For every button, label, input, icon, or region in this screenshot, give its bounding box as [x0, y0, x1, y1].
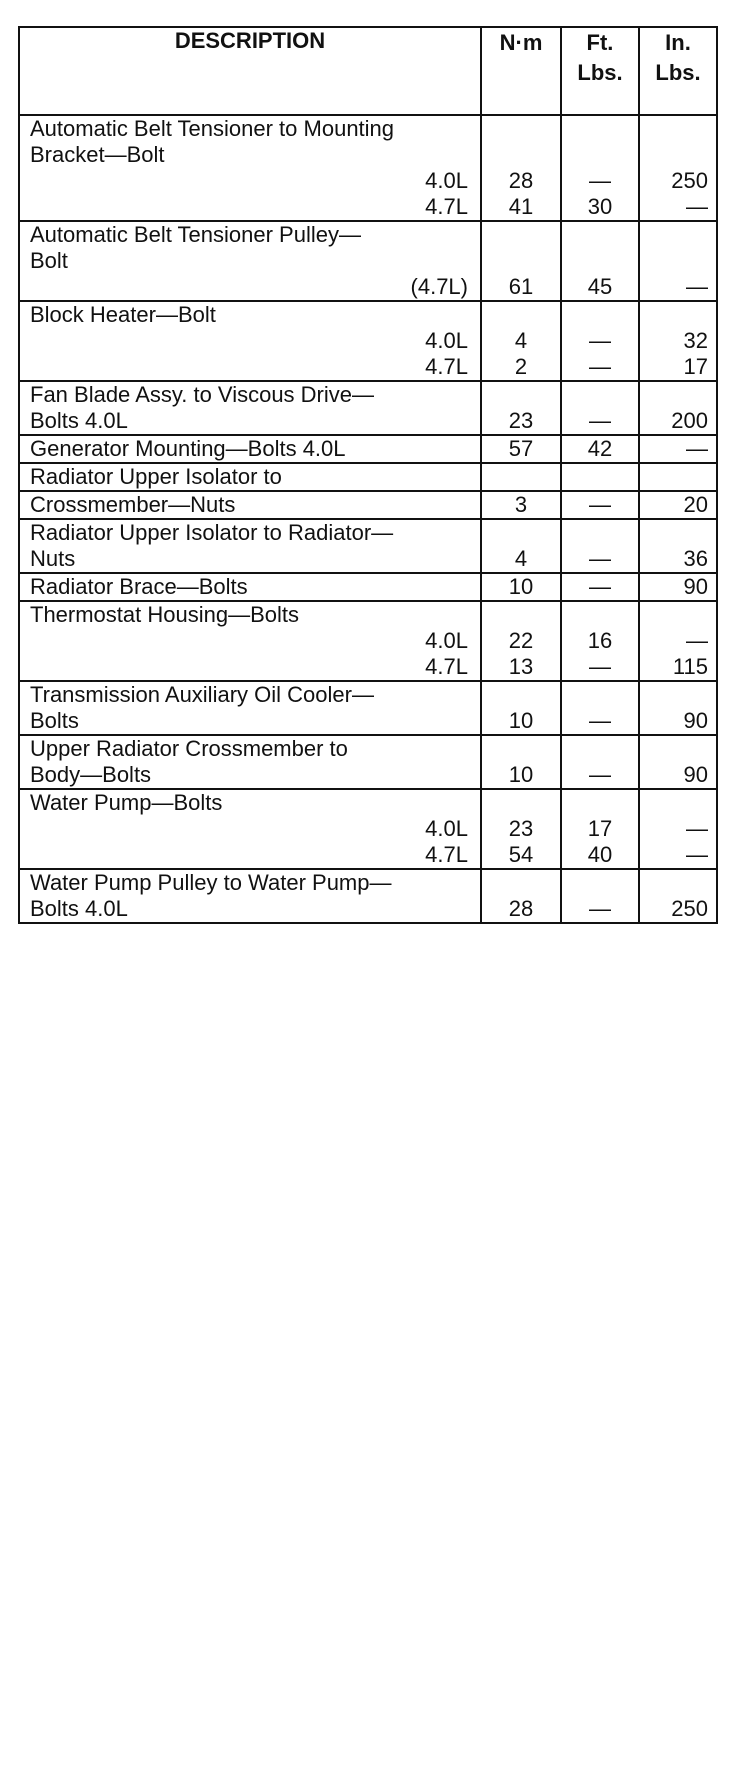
table-row: [19, 601, 717, 628]
table-row: [19, 654, 717, 681]
table-row: [19, 762, 717, 789]
engine-variant: 4.0L: [425, 328, 468, 353]
component-description: Radiator Upper Isolator to Radiator—: [19, 519, 481, 546]
header-description: DESCRIPTION: [19, 27, 481, 115]
torque-nm: 10: [481, 762, 561, 789]
torque-ft-lbs: —: [561, 546, 639, 573]
torque-ft-lbs: [561, 115, 639, 142]
component-description: Block Heater—Bolt: [19, 301, 481, 328]
torque-ft-lbs: 30: [561, 194, 639, 221]
table-row: [19, 628, 717, 654]
torque-nm: 22: [481, 628, 561, 654]
header-ft-line1: Ft.: [586, 30, 614, 55]
table-row: [19, 681, 717, 708]
table-row: [19, 168, 717, 194]
component-description: Automatic Belt Tensioner Pulley—: [19, 221, 481, 248]
torque-nm: 57: [481, 435, 561, 463]
torque-in-lbs: —: [639, 194, 717, 221]
torque-ft-lbs: [561, 381, 639, 408]
table-row: [19, 519, 717, 546]
torque-ft-lbs: —: [561, 654, 639, 681]
torque-in-lbs: 250: [639, 168, 717, 194]
torque-ft-lbs: [561, 735, 639, 762]
torque-in-lbs: 20: [639, 491, 717, 519]
table-row: [19, 274, 717, 301]
component-description: Bolts 4.0L: [30, 408, 128, 433]
engine-variant: 4.7L: [425, 354, 468, 379]
table-row: [19, 789, 717, 816]
torque-ft-lbs: —: [561, 354, 639, 381]
torque-in-lbs: 250: [639, 896, 717, 923]
component-description: Radiator Brace—Bolts: [19, 573, 481, 601]
torque-ft-lbs: [561, 601, 639, 628]
torque-nm: 23: [481, 816, 561, 842]
torque-nm: [481, 735, 561, 762]
torque-ft-lbs: 16: [561, 628, 639, 654]
header-nm-label: N·m: [499, 30, 543, 55]
torque-in-lbs: [639, 869, 717, 896]
component-description: Automatic Belt Tensioner to Mounting: [30, 116, 395, 141]
header-in-lbs: [639, 27, 717, 115]
table-row: [19, 546, 717, 573]
torque-in-lbs: 17: [639, 354, 717, 381]
table-row: [19, 842, 717, 869]
component-description: Fan Blade Assy. to Viscous Drive—: [19, 381, 481, 408]
torque-in-lbs: [639, 301, 717, 328]
engine-variant: 4.7L: [425, 654, 468, 679]
component-description: Transmission Auxiliary Oil Cooler—: [19, 681, 481, 708]
torque-ft-lbs: —: [561, 328, 639, 354]
torque-nm: [481, 869, 561, 896]
torque-in-lbs: 200: [639, 408, 717, 435]
table-row: [19, 869, 717, 896]
torque-nm: [481, 301, 561, 328]
table-row: [19, 194, 717, 221]
torque-nm: 2: [481, 354, 561, 381]
table-row: [19, 248, 717, 274]
engine-variant: 4.7L: [425, 194, 468, 219]
torque-in-lbs: 36: [639, 546, 717, 573]
torque-ft-lbs: 45: [561, 274, 639, 301]
engine-variant: 4.7L: [425, 842, 468, 867]
torque-nm: [481, 681, 561, 708]
torque-in-lbs: [639, 681, 717, 708]
torque-ft-lbs: —: [561, 491, 639, 519]
torque-nm: [481, 519, 561, 546]
torque-ft-lbs: —: [561, 573, 639, 601]
table-row: [19, 381, 717, 408]
torque-in-lbs: [639, 519, 717, 546]
header-ft-lbs: [561, 27, 639, 115]
torque-nm: 28: [481, 896, 561, 923]
torque-in-lbs: 90: [639, 762, 717, 789]
torque-ft-lbs: 17: [561, 816, 639, 842]
component-description: Thermostat Housing—Bolts: [19, 601, 481, 628]
component-description: Nuts: [30, 546, 76, 571]
table-row: [19, 435, 717, 463]
torque-in-lbs: —: [639, 435, 717, 463]
table-row: [19, 573, 717, 601]
header-in-line2: Lbs.: [655, 60, 701, 85]
table-row: [19, 301, 717, 328]
torque-nm: 3: [481, 491, 561, 519]
component-description: Water Pump—Bolts: [19, 789, 481, 816]
torque-nm: [481, 221, 561, 248]
torque-ft-lbs: —: [561, 762, 639, 789]
torque-in-lbs: 90: [639, 573, 717, 601]
torque-nm: 41: [481, 194, 561, 221]
torque-ft-lbs: [561, 142, 639, 168]
torque-nm: [481, 789, 561, 816]
torque-ft-lbs: [561, 221, 639, 248]
torque-in-lbs: [639, 735, 717, 762]
torque-ft-lbs: [561, 248, 639, 274]
torque-ft-lbs: [561, 301, 639, 328]
component-description: Bolts: [30, 708, 79, 733]
table-header: [19, 27, 717, 115]
component-description: Upper Radiator Crossmember to: [19, 735, 481, 762]
header-nm: [481, 27, 561, 115]
torque-nm: [481, 142, 561, 168]
torque-ft-lbs: 40: [561, 842, 639, 869]
table-row: [19, 328, 717, 354]
torque-nm: 23: [481, 408, 561, 435]
component-description: Generator Mounting—Bolts 4.0L: [19, 435, 481, 463]
component-description: Crossmember—Nuts: [19, 491, 481, 519]
torque-ft-lbs: [561, 519, 639, 546]
table-row: [19, 221, 717, 248]
component-description: Radiator Upper Isolator to: [19, 463, 481, 491]
component-description: Bolt: [30, 248, 68, 273]
torque-in-lbs: [639, 789, 717, 816]
engine-variant: 4.0L: [425, 168, 468, 193]
torque-in-lbs: —: [639, 816, 717, 842]
component-description: Bracket—Bolt: [30, 142, 165, 167]
torque-nm: [481, 463, 561, 491]
torque-ft-lbs: [561, 681, 639, 708]
table-row: [19, 491, 717, 519]
torque-nm: 61: [481, 274, 561, 301]
torque-in-lbs: [639, 115, 717, 142]
torque-ft-lbs: —: [561, 896, 639, 923]
table-row: [19, 463, 717, 491]
torque-ft-lbs: [561, 789, 639, 816]
torque-nm: [481, 248, 561, 274]
torque-ft-lbs: —: [561, 408, 639, 435]
torque-in-lbs: —: [639, 842, 717, 869]
torque-ft-lbs: [561, 869, 639, 896]
torque-nm: 4: [481, 328, 561, 354]
table-row: [19, 115, 717, 142]
torque-ft-lbs: 42: [561, 435, 639, 463]
component-description: Bolts 4.0L: [30, 896, 128, 921]
torque-in-lbs: [639, 248, 717, 274]
torque-in-lbs: 90: [639, 708, 717, 735]
table-body: [19, 115, 717, 923]
table-row: [19, 816, 717, 842]
torque-nm: [481, 381, 561, 408]
table-row: [19, 896, 717, 923]
torque-in-lbs: [639, 221, 717, 248]
header-in-line1: In.: [665, 30, 691, 55]
header-row: [19, 27, 717, 115]
torque-in-lbs: —: [639, 274, 717, 301]
torque-ft-lbs: [561, 463, 639, 491]
component-description: Body—Bolts: [30, 762, 152, 787]
table-row: [19, 408, 717, 435]
torque-nm: 4: [481, 546, 561, 573]
torque-nm: 10: [481, 708, 561, 735]
table-row: [19, 708, 717, 735]
torque-in-lbs: 32: [639, 328, 717, 354]
engine-variant: (4.7L): [410, 274, 468, 299]
torque-in-lbs: —: [639, 628, 717, 654]
torque-nm: [481, 601, 561, 628]
torque-nm: 28: [481, 168, 561, 194]
torque-spec-table: [18, 26, 718, 924]
torque-in-lbs: [639, 381, 717, 408]
header-ft-line2: Lbs.: [577, 60, 623, 85]
torque-nm: [481, 115, 561, 142]
torque-nm: 10: [481, 573, 561, 601]
torque-nm: 54: [481, 842, 561, 869]
table-row: [19, 354, 717, 381]
table-row: [19, 735, 717, 762]
torque-in-lbs: [639, 463, 717, 491]
engine-variant: 4.0L: [425, 628, 468, 653]
torque-ft-lbs: —: [561, 168, 639, 194]
torque-nm: 13: [481, 654, 561, 681]
engine-variant: 4.0L: [425, 816, 468, 841]
torque-in-lbs: 115: [639, 654, 717, 681]
table-row: [19, 142, 717, 168]
torque-ft-lbs: —: [561, 708, 639, 735]
torque-in-lbs: [639, 601, 717, 628]
torque-in-lbs: [639, 142, 717, 168]
component-description: Water Pump Pulley to Water Pump—: [19, 869, 481, 896]
